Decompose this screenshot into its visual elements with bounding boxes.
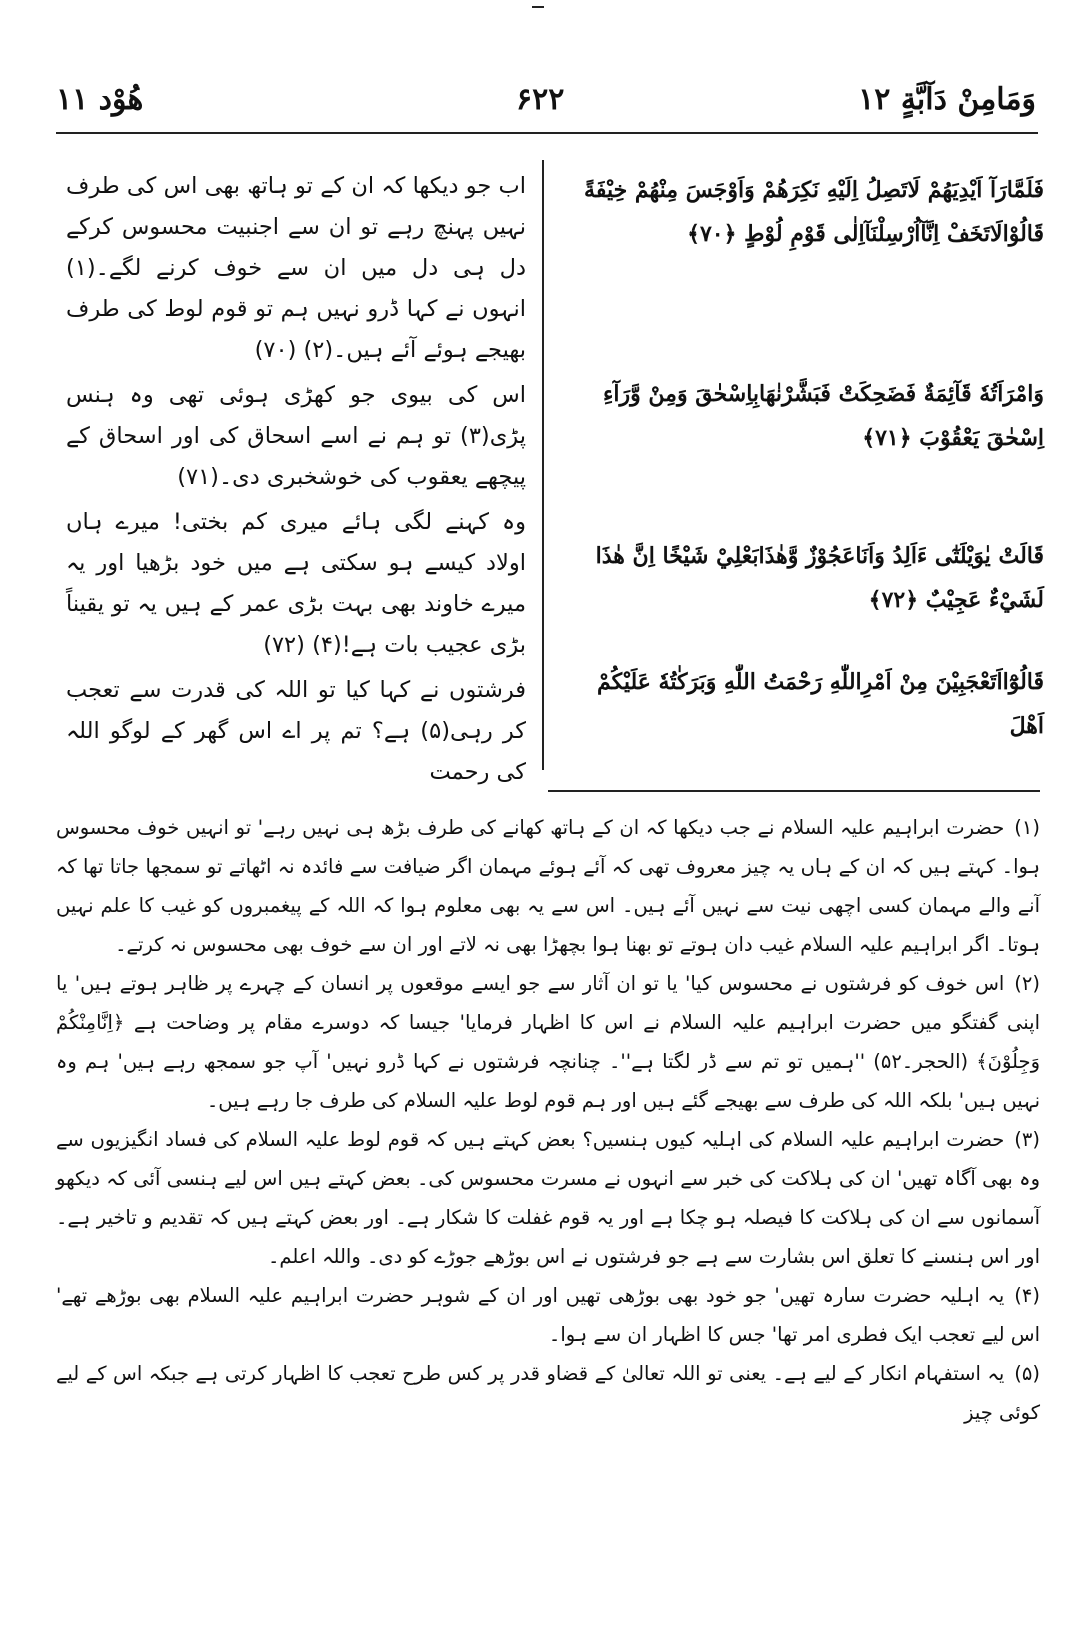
header-divider bbox=[56, 132, 1038, 134]
footnote-number: (۵) bbox=[1014, 1362, 1040, 1385]
footnote-number: (۳) bbox=[1014, 1128, 1040, 1151]
footnote-item bbox=[56, 964, 1040, 1120]
footnote-number: (۲) bbox=[1014, 972, 1040, 995]
column-divider bbox=[542, 160, 544, 770]
surah-name: ھُوْد ۱۱ bbox=[56, 82, 144, 117]
urdu-translation-column bbox=[66, 166, 526, 797]
footnote-text: اس خوف کو فرشتوں نے محسوس کیا' یا تو ان آثار سے جو ایسے موقعوں پر انسان کے چہرے پر ظاہر ہوتے ہیں' یا اپنی گفتگو میں حضرت ابراہیم علیہ السلام نے اس کا اظہار فرمایا' جیسا کہ دوسرے مقام پر وضاحت ہے ﴿اِنَّامِنْكُمْ وَجِلُوْنَ﴾ (الحجر۔۵۲) ''ہمیں تو تم سے ڈر لگتا ہے''۔ چنانچہ فرشتوں نے کہا ڈرو نہیں' آپ جو سمجھ رہے ہیں' ہم وہ نہیں ہیں' بلکہ اللہ کی طرف سے بھیجے گئے ہیں اور ہم قوم لوط علیہ السلام کی طرف جا رہے ہیں۔ bbox=[56, 972, 1040, 1112]
translation-verse-71: اس کی بیوی جو کھڑی ہوئی تھی وہ ہنس پڑی(۳) تو ہم نے اسے اسحاق کی اور اسحاق کے پیچھے یعقوب کی خوشخبری دی۔(۷۱) bbox=[66, 382, 526, 490]
page-number: ۶۲۲ bbox=[516, 82, 565, 117]
footnote-item bbox=[56, 1276, 1040, 1354]
page-header bbox=[56, 82, 1036, 126]
juz-name: وَمَامِنْ دَآبَّةٍ ۱۲ bbox=[858, 82, 1036, 117]
arabic-verse-72: قَالَتْ يٰوَيْلَتٰٓى ءَاَلِدُ وَاَنَاعَجُوْزٌ وَّهٰذَابَعْلِيْ شَيْخًا اِنَّ هٰذَا لَشَيْءٌ عَجِيْبٌ ﴿۷۲﴾ bbox=[595, 543, 1044, 613]
arabic-verse-73-start: قَالُوْٓااَتَعْجَبِيْنَ مِنْ اَمْرِاللّٰهِ رَحْمَتُ اللّٰهِ وَبَرَكٰتُهٗ عَلَيْكُمْ اَهْلَ bbox=[597, 669, 1044, 739]
arabic-verse-71: وَامْرَاَتُهٗ قَآئِمَةٌ فَضَحِكَتْ فَبَشَّرْنٰهَابِاِسْحٰقَ وَمِنْ وَّرَآءِ اِسْحٰقَ يَعْقُوْبَ ﴿۷۱﴾ bbox=[603, 381, 1044, 451]
footnote-item bbox=[56, 808, 1040, 964]
translation-verse-73-start: فرشتوں نے کہا کیا تو اللہ کی قدرت سے تعجب کر رہی(۵) ہے؟ تم پر اے اس گھر کے لوگو اللہ کی رحمت bbox=[66, 677, 527, 785]
footnote-text: یہ اہلیہ حضرت سارہ تھیں' جو خود بھی بوڑھی تھیں اور ان کے شوہر حضرت ابراہیم علیہ السلام بھی بوڑھے تھے' اس لیے تعجب ایک فطری امر تھا' جس کا اظہار ان سے ہوا۔ bbox=[56, 1284, 1040, 1346]
top-crop-mark bbox=[532, 6, 544, 18]
footnote-number: (۱) bbox=[1014, 816, 1040, 839]
arabic-verse-70: فَلَمَّارَآ اَيْدِيَهُمْ لَاتَصِلُ اِلَيْهِ نَكِرَهُمْ وَاَوْجَسَ مِنْهُمْ خِيْفَةً قَالُوْالَاتَخَفْ اِنَّآاُرْسِلْنَآاِلٰى قَوْمِ لُوْطٍ ﴿۷۰﴾ bbox=[584, 177, 1044, 247]
footnote-text: حضرت ابراہیم علیہ السلام کی اہلیہ کیوں ہنسیں؟ بعض کہتے ہیں کہ قوم لوط علیہ السلام کی فساد انگیزیوں سے وہ بھی آگاہ تھیں' ان کی ہلاکت کی خبر سے انہوں نے مسرت محسوس کی۔ بعض کہتے ہیں اس لیے ہنسی آئی کہ دیکھو آسمانوں سے ان کی ہلاکت کا فیصلہ ہو چکا ہے اور یہ قوم غفلت کا شکار ہے۔ اور بعض کہتے ہیں کہ تقدیم و تاخیر ہے۔ اور اس ہنسنے کا تعلق اس بشارت سے ہے جو فرشتوں نے اس بوڑھے جوڑے کو دی۔ واللہ اعلم۔ bbox=[56, 1128, 1040, 1268]
translation-verse-72: وہ کہنے لگی ہائے میری کم بختی! میرے ہاں اولاد کیسے ہو سکتی ہے میں خود بڑھیا اور یہ میرے خاوند بھی بہت بڑی عمر کے ہیں یہ تو یقیناً بڑی عجیب بات ہے!(۴) (۷۲) bbox=[66, 509, 526, 658]
footnote-divider bbox=[548, 790, 1040, 792]
footnote-item bbox=[56, 1120, 1040, 1276]
footnote-number: (۴) bbox=[1014, 1284, 1040, 1307]
footnote-item bbox=[56, 1354, 1040, 1432]
footnote-text: حضرت ابراہیم علیہ السلام نے جب دیکھا کہ ان کے ہاتھ کھانے کی طرف بڑھ ہی نہیں رہے' تو انہیں خوف محسوس ہوا۔ کہتے ہیں کہ ان کے ہاں یہ چیز معروف تھی کہ آئے ہوئے مہمان اگر ضیافت سے فائدہ نہ اٹھاتے تو سمجھا جاتا تھا کہ آنے والے مہمان کسی اچھی نیت سے نہیں آئے ہیں۔ اس سے یہ بھی معلوم ہوا کہ اللہ کے پیغمبروں کو غیب کا علم نہیں ہوتا۔ اگر ابراہیم علیہ السلام غیب دان ہوتے تو بھنا ہوا بچھڑا بھی نہ لاتے اور ان سے خوف بھی محسوس نہ کرتے۔ bbox=[56, 816, 1040, 956]
footnote-text: یہ استفہام انکار کے لیے ہے۔ یعنی تو اللہ تعالیٰ کے قضاو قدر پر کس طرح تعجب کا اظہار کرتی ہے جبکہ اس کے لیے کوئی چیز bbox=[56, 1362, 1040, 1424]
footnotes bbox=[56, 808, 1040, 1432]
translation-verse-70: اب جو دیکھا کہ ان کے تو ہاتھ بھی اس کی طرف نہیں پہنچ رہے تو ان سے اجنبیت محسوس کرکے دل ہی دل میں ان سے خوف کرنے لگے۔(۱) انہوں نے کہا ڈرو نہیں ہم تو قوم لوط کی طرف بھیجے ہوئے آئے ہیں۔(۲) (۷۰) bbox=[66, 173, 526, 363]
